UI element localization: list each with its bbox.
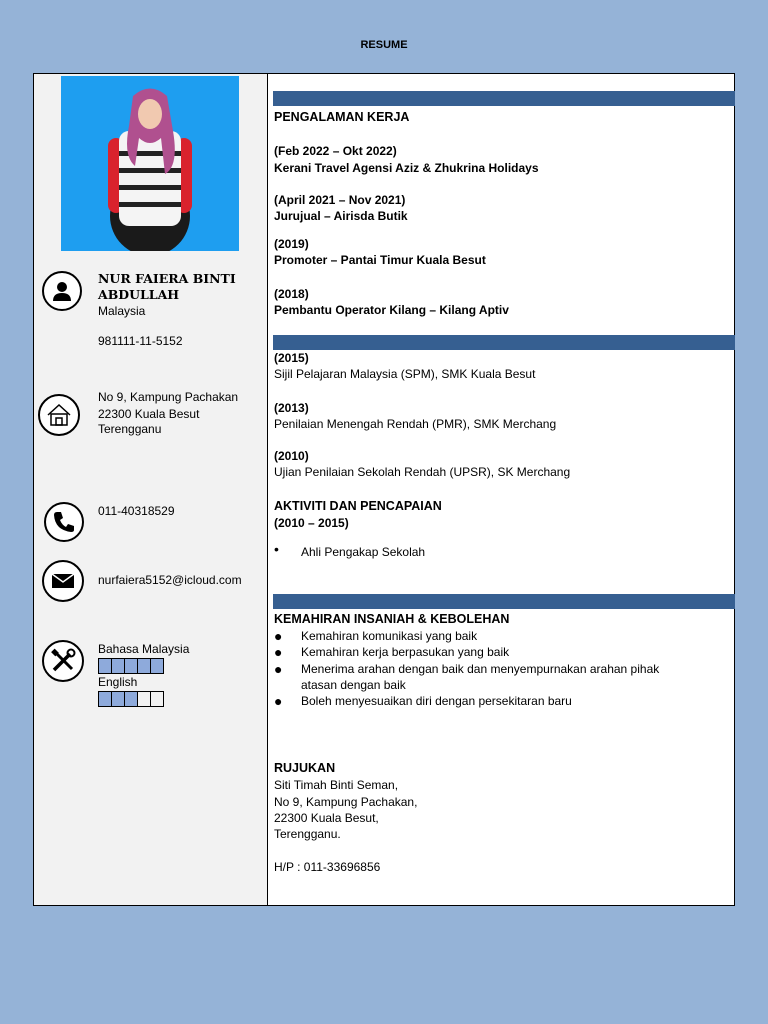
full-name-line2: ABDULLAH [98,287,180,302]
address-line2: 22300 Kuala Besut [98,407,200,421]
level-cell [124,691,138,707]
level-cell [124,658,138,674]
experience-period: (Feb 2022 – Okt 2022) [274,144,397,158]
language-name-malay: Bahasa Malaysia [98,642,190,656]
skills-heading: KEMAHIRAN INSANIAH & KEBOLEHAN [274,612,510,626]
bullet: ● [274,644,283,660]
experience-period: (2018) [274,287,309,301]
language-name-english: English [98,675,138,689]
section-band-skills [273,594,735,609]
language-level-malay [98,658,163,674]
experience-heading: PENGALAMAN KERJA [274,110,410,124]
nationality: Malaysia [98,304,146,318]
education-year: (2015) [274,351,309,365]
education-year: (2010) [274,449,309,463]
section-band-education [273,335,735,350]
experience-period: (2019) [274,237,309,251]
experience-role: Jurujual – Airisda Butik [274,209,408,223]
reference-phone: H/P : 011-33696856 [274,860,381,874]
reference-address3: Terengganu. [274,827,341,841]
level-cell [98,658,112,674]
email-icon [42,560,84,602]
email-address: nurfaiera5152@icloud.com [98,573,242,587]
experience-period: (April 2021 – Nov 2021) [274,193,406,207]
full-name-line1: NUR FAIERA BINTI [98,271,236,286]
tools-icon [42,640,84,682]
address-line1: No 9, Kampung Pachakan [98,390,239,404]
section-band-experience [273,91,735,106]
experience-role: Promoter – Pantai Timur Kuala Besut [274,253,486,267]
resume-page [33,73,735,906]
phone-number: 011-40318529 [98,504,175,518]
bullet: • [274,541,279,557]
ic-number: 981111-11-5152 [98,334,183,348]
resume-title: RESUME [360,39,408,51]
level-cell [137,691,151,707]
bullet: ● [274,628,283,644]
experience-role: Kerani Travel Agensi Aziz & Zhukrina Holidays [274,161,539,175]
level-cell [150,658,164,674]
left-sidebar [34,74,268,905]
phone-icon [44,502,84,542]
level-cell [111,691,125,707]
education-desc: Penilaian Menengah Rendah (PMR), SMK Merchang [274,417,557,431]
user-icon [42,271,82,311]
level-cell [137,658,151,674]
main-content: PENGALAMAN KERJA (Feb 2022 – Okt 2022) Kerani Travel Agensi Aziz & Zhukrina Holidays (April 2021 – Nov 2021) Jurujual – Airisda Butik (2019) Promoter – Pantai Timur Kuala Besut (2018) Pembantu Operator Kilang – Kilang Aptiv (2015) Sijil Pelajaran Malaysia (SPM), SMK Kuala Besut (2013) Penilaian Menengah Rendah (PMR), SMK Merchang (2010) Ujian Penilaian Sekolah Rendah (UPSR), SK Merchang AKTIVITI DAN PENCAPAIAN (2010 – 2015) • Ahli Pengakap Sekolah KEMAHIRAN INSANIAH & KEBOLEHAN ● Kemahiran komunikasi yang baik ● Kemahiran kerja berpasukan yang baik ● Menerima arahan dengan baik dan menyempurnakan arahan pihak atasan dengan baik ● Boleh menyesuaikan diri dengan persekitaran baru RUJUKAN Siti Timah Binti Seman, No 9, Kampung Pachakan, 22300 Kuala Besut, Terengganu. H/P : 011-33696856 [268,74,735,905]
level-cell [98,691,112,707]
level-cell [111,658,125,674]
education-desc: Ujian Penilaian Sekolah Rendah (UPSR), SK Merchang [274,465,571,479]
bullet: ● [274,693,283,709]
bullet: ● [274,661,283,677]
experience-role: Pembantu Operator Kilang – Kilang Aptiv [274,303,509,317]
level-cell [150,691,164,707]
reference-heading: RUJUKAN [274,761,336,775]
reference-address1: No 9, Kampung Pachakan, [274,795,418,809]
language-level-english [98,691,163,707]
activities-period: (2010 – 2015) [274,516,349,530]
activities-heading: AKTIVITI DAN PENCAPAIAN [274,499,442,513]
profile-photo [61,76,239,251]
education-desc: Sijil Pelajaran Malaysia (SPM), SMK Kuala Besut [274,367,536,381]
address-line3: Terengganu [98,422,162,436]
home-icon [38,394,80,436]
reference-name: Siti Timah Binti Seman, [274,778,399,792]
education-year: (2013) [274,401,309,415]
reference-address2: 22300 Kuala Besut, [274,811,379,825]
